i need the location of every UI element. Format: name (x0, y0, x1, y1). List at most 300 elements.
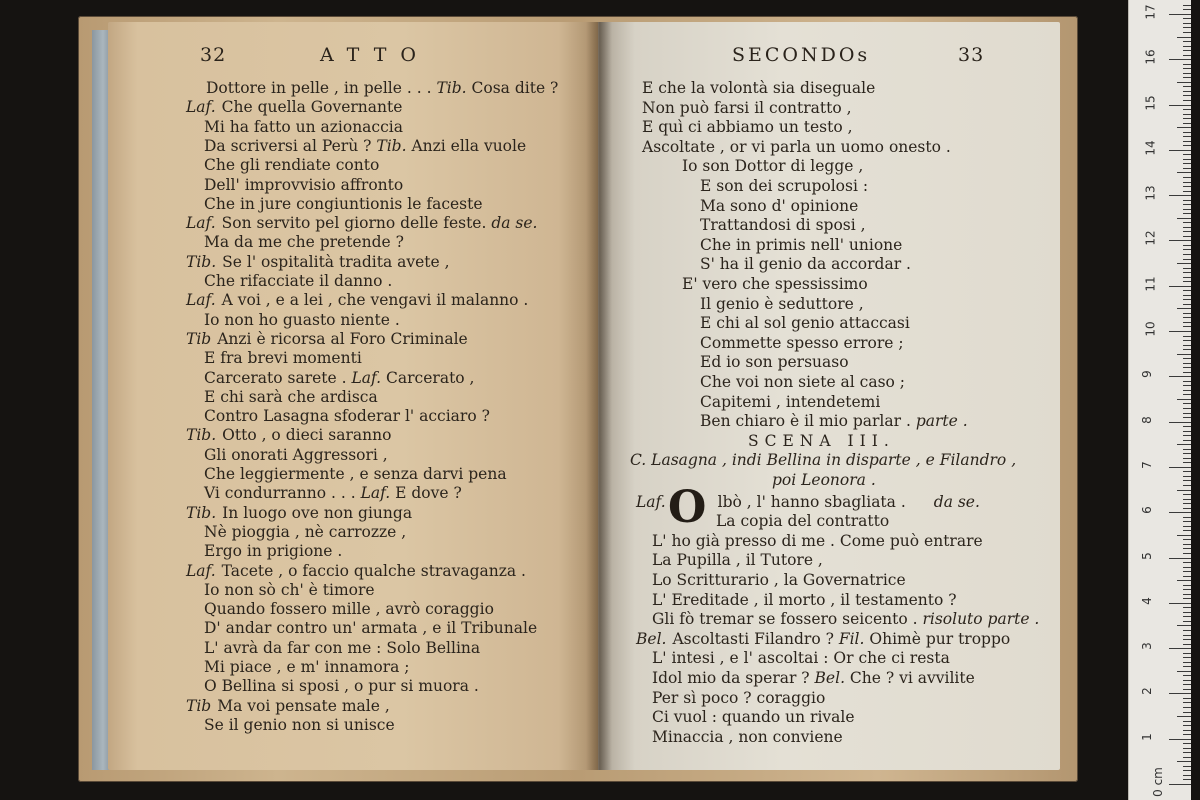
line-text: Che voi non siete al caso ; (700, 373, 906, 391)
ruler-tick (1169, 422, 1191, 423)
ruler-tick (1169, 286, 1191, 287)
verse-line (682, 156, 863, 176)
ruler-tick (1183, 136, 1191, 137)
verse-line (700, 392, 880, 412)
speaker-abbrev: Bel. (636, 629, 667, 648)
speaker-abbrev: Laf. (186, 98, 216, 117)
scene-heading: SCENA III. (748, 431, 895, 450)
stage-direction: risoluto parte . (922, 610, 1040, 629)
ruler-tick (1183, 390, 1191, 391)
ruler-tick (1183, 245, 1191, 246)
line-text: Che ? vi avvilite (845, 669, 975, 687)
line-text: Io non ho guasto niente . (204, 310, 400, 329)
ruler-tick (1183, 689, 1191, 690)
ruler-tick (1183, 340, 1191, 341)
ruler-tick (1183, 109, 1191, 110)
ruler-tick (1183, 281, 1191, 282)
ruler-tick (1183, 277, 1191, 278)
ruler-tick (1183, 539, 1191, 540)
ruler-tick (1183, 743, 1191, 744)
speaker-abbrev: Laf. (186, 291, 216, 310)
drop-cap: O (668, 481, 707, 533)
ruler-tick (1177, 625, 1191, 626)
ruler-tick (1183, 163, 1191, 164)
ruler-tick (1183, 521, 1191, 522)
ruler-label: 11 (1143, 276, 1158, 292)
ruler-tick (1183, 471, 1191, 472)
line-text: Idol mio da sperar ? (652, 669, 815, 687)
line-text: Dell' improvvisio affronto (204, 175, 404, 194)
stage-direction: C. Lasagna , indi Bellina in disparte , e Filandro , (630, 451, 1017, 470)
verse-line (700, 372, 905, 392)
ruler-label: 17 (1143, 4, 1158, 20)
speaker-abbrev: Tib. (186, 252, 217, 271)
ruler-tick (1183, 485, 1191, 486)
text-line (186, 503, 412, 523)
ruler-tick (1183, 313, 1191, 314)
ruler-tick (1183, 41, 1191, 42)
book-gutter (586, 22, 612, 770)
ruler-tick (1169, 558, 1191, 559)
ruler-tick (1169, 240, 1191, 241)
text-line (204, 618, 537, 638)
ruler-tick (1183, 562, 1191, 563)
ruler-tick (1183, 55, 1191, 56)
ruler-tick (1183, 204, 1191, 205)
ruler-tick (1183, 712, 1191, 713)
ruler-tick (1183, 177, 1191, 178)
line-text: Ma voi pensate male , (217, 696, 390, 715)
text-line (186, 329, 468, 349)
line-text: Mi ha fatto un azionaccia (204, 117, 403, 136)
ruler-tick (1183, 200, 1191, 201)
line-text: L' intesi , e l' ascoltai : Or che ci resta (652, 649, 950, 668)
ruler-label: 7 (1139, 461, 1154, 469)
speaker-abbrev: Tib (186, 696, 212, 715)
ruler-tick (1183, 304, 1191, 305)
ruler-tick (1183, 417, 1191, 418)
ruler-tick (1183, 159, 1191, 160)
line-text: Ohimè pur troppo (864, 629, 1011, 648)
line-text: A voi , e a lei , che vengavi il malanno . (221, 291, 529, 310)
left-page (108, 22, 598, 770)
text-line (204, 175, 403, 195)
line-text: Se l' ospitalità tradita avete , (222, 252, 450, 271)
ruler-tick (1183, 508, 1191, 509)
ruler-tick (1183, 517, 1191, 518)
left-running-head: ATTO (320, 44, 430, 66)
ruler-tick (1183, 526, 1191, 527)
ruler-tick (1169, 59, 1191, 60)
text-line (204, 406, 490, 426)
ruler-tick (1183, 644, 1191, 645)
text-line (652, 609, 1039, 629)
ruler-tick (1183, 322, 1191, 323)
ruler-tick (1183, 476, 1191, 477)
ruler-tick (1183, 607, 1191, 608)
line-text: Che leggiermente , e senza darvi pena (204, 465, 507, 483)
text-line (204, 638, 480, 658)
text-line (204, 522, 406, 542)
ruler-tick (1169, 195, 1191, 196)
line-text: Cosa dite ? (466, 79, 559, 97)
ruler-tick (1183, 91, 1191, 92)
text-line (204, 657, 410, 677)
speaker-abbrev: da se. (491, 214, 538, 233)
line-text: Trattandosi di sposi , (700, 216, 866, 235)
ruler-tick (1183, 666, 1191, 667)
ruler-tick (1183, 95, 1191, 96)
ruler-tick (1183, 458, 1191, 459)
ruler-label: 9 (1139, 370, 1154, 379)
text-line (652, 531, 983, 551)
text-line (652, 590, 957, 610)
line-text: E fra brevi momenti (204, 349, 362, 368)
ruler-tick (1183, 635, 1191, 636)
ruler-tick (1177, 308, 1191, 309)
line-text: Carcerato sarete . (204, 368, 352, 387)
stage-direction: Fil. (838, 629, 865, 648)
ruler-tick (1169, 331, 1191, 332)
ruler-tick (1183, 725, 1191, 726)
ruler-tick (1183, 118, 1191, 119)
line-text: E' vero che spessissimo (682, 275, 868, 293)
ruler-tick (1183, 394, 1191, 395)
ruler-tick (1183, 326, 1191, 327)
line-text: E che la volontà sia diseguale (642, 79, 876, 97)
text-line (652, 688, 825, 708)
speaker-abbrev: Laf. (186, 214, 216, 233)
line-text: Mi piace , e m' innamora ; (204, 658, 410, 676)
ruler-tick (1183, 227, 1191, 228)
ruler-label: 10 (1143, 321, 1158, 337)
verse-line (700, 313, 910, 333)
text-line (204, 387, 378, 407)
line-text: L' avrà da far con me : Solo Bellina (204, 638, 481, 657)
ruler-label: 14 (1143, 140, 1158, 156)
line-text: Ma sono d' opinione (700, 196, 859, 215)
line-text: Io non sò ch' è timore (204, 580, 375, 599)
ruler-tick (1183, 290, 1191, 291)
speaker-abbrev: Tib. (186, 426, 217, 445)
ruler-tick (1183, 132, 1191, 133)
line-text: L' Ereditade , il morto , il testamento ? (652, 590, 957, 609)
text-line (204, 155, 379, 175)
ruler-tick (1183, 662, 1191, 663)
ruler-tick (1183, 576, 1191, 577)
ruler-tick (1177, 82, 1191, 83)
ruler-tick (1183, 721, 1191, 722)
line-text: Ci vuol : quando un rivale (652, 708, 855, 727)
ruler-tick (1183, 18, 1191, 19)
line-text: Gli onorati Aggressori , (204, 445, 388, 464)
ruler-tick (1183, 9, 1191, 10)
ruler-tick (1169, 648, 1191, 649)
ruler-tick (1183, 372, 1191, 373)
ruler-tick (1183, 499, 1191, 500)
ruler-tick (1169, 150, 1191, 151)
ruler-tick (1183, 734, 1191, 735)
verse-line (642, 117, 853, 137)
ruler-tick (1183, 381, 1191, 382)
ruler-tick (1183, 480, 1191, 481)
ruler-tick (1183, 349, 1191, 350)
line-text: Ed io son persuaso (700, 353, 849, 372)
verse-line (700, 215, 866, 235)
ruler-tick (1183, 209, 1191, 210)
ruler-tick (1169, 467, 1191, 468)
line-text: S' ha il genio da accordar . (700, 255, 911, 274)
line-text: Ben chiaro è il mio parlar . (700, 412, 916, 431)
ruler-tick (1177, 580, 1191, 581)
ruler-tick (1177, 761, 1191, 762)
ruler-label: 12 (1143, 230, 1158, 247)
verse-line (700, 294, 864, 314)
ruler-tick (1183, 259, 1191, 260)
speaker-abbrev: Laf. (351, 368, 382, 387)
speaker-abbrev: Laf. (186, 561, 216, 580)
line-text: Quando fossero mille , avrò coraggio (204, 600, 494, 619)
ruler-tick (1183, 621, 1191, 622)
ruler-tick (1183, 50, 1191, 51)
verse-line (700, 235, 902, 255)
line-text: Contro Lasagna sfoderar l' acciaro ? (204, 407, 490, 426)
line-text: Dottore in pelle , in pelle . . . (206, 79, 437, 97)
ruler-tick (1183, 141, 1191, 142)
ruler-tick (1183, 616, 1191, 617)
ruler-tick (1183, 5, 1191, 6)
ruler-tick (1183, 100, 1191, 101)
text-line (186, 97, 402, 117)
line-text: Il genio è seduttore , (700, 294, 864, 313)
ruler-tick (1183, 73, 1191, 74)
ruler-tick (1177, 263, 1191, 264)
line-text: Ma da me che pretende ? (204, 233, 404, 252)
ruler-tick (1177, 218, 1191, 219)
ruler-tick (1183, 698, 1191, 699)
ruler-label: 3 (1139, 642, 1154, 650)
ruler-tick (1183, 145, 1191, 146)
ruler-label: 16 (1143, 49, 1158, 65)
ruler-tick (1183, 779, 1191, 780)
line-text: Che quella Governante (221, 98, 403, 117)
ruler-tick (1183, 68, 1191, 69)
line-text: Capitemi , intendetemi (700, 392, 881, 411)
text-line (204, 580, 375, 600)
stage-direction: Bel. (814, 669, 845, 687)
text-line (716, 511, 889, 531)
ruler-tick (1169, 784, 1191, 785)
line-text: Minaccia , non conviene (652, 727, 843, 746)
line-text: E chi al sol genio attaccasi (700, 314, 910, 333)
text-line (204, 541, 342, 561)
verse-line (700, 333, 904, 353)
text-line (206, 78, 558, 98)
ruler-tick (1177, 490, 1191, 491)
line-text: Per sì poco ? coraggio (652, 688, 826, 707)
ruler-tick (1169, 512, 1191, 513)
ruler-tick (1183, 272, 1191, 273)
ruler-label: 8 (1139, 415, 1154, 424)
ruler-tick (1183, 168, 1191, 169)
text-line (204, 445, 388, 465)
ruler-label: 5 (1139, 551, 1154, 560)
ruler-tick (1183, 453, 1191, 454)
ruler-tick (1183, 757, 1191, 758)
line-text: Commette spesso errore ; (700, 333, 904, 352)
line-text: Ascoltate , or vi parla un uomo onesto . (642, 137, 951, 156)
left-page-number: 32 (200, 44, 227, 66)
text-line (204, 599, 494, 619)
line-text: Anzi è ricorsa al Foro Criminale (217, 329, 468, 348)
line-text: lbò , l' hanno sbagliata . (717, 492, 906, 511)
text-line (204, 136, 526, 156)
text-line (636, 629, 1010, 649)
line-text: Che in jure congiuntionis le faceste (204, 194, 483, 213)
text-line (204, 194, 483, 214)
ruler-tick (1183, 657, 1191, 658)
ruler-tick (1183, 639, 1191, 640)
ruler-tick (1183, 363, 1191, 364)
ruler-tick (1177, 444, 1191, 445)
text-line (186, 290, 528, 310)
ruler-tick (1177, 535, 1191, 536)
ruler-tick (1183, 317, 1191, 318)
ruler-tick (1183, 426, 1191, 427)
ruler-tick (1169, 739, 1191, 740)
ruler-tick (1183, 191, 1191, 192)
line-text: Lo Scritturario , la Governatrice (652, 571, 906, 589)
ruler-tick (1183, 585, 1191, 586)
ruler-tick (1183, 567, 1191, 568)
ruler-tick (1183, 503, 1191, 504)
ruler-tick (1183, 462, 1191, 463)
text-line (204, 368, 474, 388)
ruler-tick (1183, 268, 1191, 269)
line-text: La Pupilla , il Tutore , (652, 551, 823, 570)
ruler-tick (1183, 249, 1191, 250)
ruler-tick (1183, 32, 1191, 33)
ruler-tick (1169, 14, 1191, 15)
ruler-label: 1 (1139, 732, 1154, 741)
ruler-label: 13 (1143, 185, 1158, 201)
ruler-tick (1183, 254, 1191, 255)
measurement-ruler (1128, 0, 1191, 800)
verse-line (642, 137, 951, 157)
ruler-tick (1183, 413, 1191, 414)
verse-line (682, 274, 868, 294)
speaker-abbrev: Laf. (636, 492, 666, 511)
ruler-tick (1183, 594, 1191, 595)
ruler-tick (1183, 435, 1191, 436)
ruler-tick (1169, 603, 1191, 604)
line-text: Non può farsi il contratto , (642, 98, 852, 117)
text-line (186, 252, 450, 272)
ruler-tick (1183, 752, 1191, 753)
ruler-tick (1183, 114, 1191, 115)
ruler-tick (1177, 671, 1191, 672)
ruler-label: 6 (1139, 506, 1154, 515)
ruler-tick (1183, 702, 1191, 703)
ruler-label: 2 (1139, 687, 1154, 696)
ruler-tick (1183, 295, 1191, 296)
ruler-tick (1183, 675, 1191, 676)
ruler-tick (1183, 64, 1191, 65)
stage-direction: da se. (933, 492, 980, 511)
ruler-tick (1183, 77, 1191, 78)
line-text: In luogo ove non giunga (222, 503, 413, 522)
stage-direction: poi Leonora . (772, 471, 876, 489)
ruler-tick (1169, 693, 1191, 694)
text-line (652, 668, 975, 688)
right-page (598, 22, 1060, 770)
line-text: Se il genio non si unisce (204, 715, 395, 734)
line-text: Che gli rendiate conto (204, 156, 380, 175)
verse-line (700, 254, 911, 274)
line-text: Che in primis nell' unione (700, 235, 903, 254)
ruler-label: 0 cm (1150, 767, 1165, 797)
text-line (652, 550, 823, 570)
ruler-tick (1183, 46, 1191, 47)
ruler-tick (1183, 494, 1191, 495)
ruler-tick (1183, 775, 1191, 776)
speaker-abbrev: Tib (186, 329, 212, 348)
line-text: Gli fò tremar se fossero seicento . (652, 610, 923, 629)
verse-line (642, 98, 852, 118)
ruler-tick (1183, 684, 1191, 685)
text-line (652, 727, 843, 747)
text-line (186, 561, 526, 581)
right-page-number: 33 (958, 44, 985, 66)
ruler-tick (1183, 553, 1191, 554)
ruler-tick (1183, 770, 1191, 771)
text-line (186, 213, 537, 233)
line-text: E dove ? (390, 484, 462, 503)
ruler-tick (1169, 105, 1191, 106)
verse-line (700, 196, 858, 216)
line-text: L' ho già presso di me . Come può entrare (652, 531, 983, 550)
line-text: E chi sarà che ardisca (204, 387, 378, 406)
ruler-tick (1183, 530, 1191, 531)
ruler-tick (1183, 612, 1191, 613)
text-line (204, 271, 392, 291)
ruler-tick (1183, 86, 1191, 87)
ruler-tick (1183, 431, 1191, 432)
line-text: E quì ci abbiamo un testo , (642, 118, 853, 137)
stage-direction: parte . (915, 412, 968, 431)
line-text: Carcerato , (381, 368, 475, 387)
text-line (204, 232, 404, 252)
text-line (204, 117, 403, 137)
ruler-tick (1177, 354, 1191, 355)
verse-line (700, 411, 968, 431)
speaker-abbrev: Tib. (376, 136, 407, 155)
ruler-tick (1177, 37, 1191, 38)
ruler-tick (1183, 186, 1191, 187)
text-line (652, 570, 906, 590)
ruler-tick (1183, 766, 1191, 767)
ruler-tick (1183, 544, 1191, 545)
ruler-tick (1183, 707, 1191, 708)
ruler-tick (1183, 571, 1191, 572)
ruler-tick (1169, 376, 1191, 377)
ruler-tick (1183, 345, 1191, 346)
ruler-tick (1183, 358, 1191, 359)
ruler-tick (1177, 399, 1191, 400)
text-line (652, 648, 950, 668)
ruler-tick (1183, 236, 1191, 237)
line-text: D' andar contro un' armata , e il Tribunale (204, 619, 538, 638)
